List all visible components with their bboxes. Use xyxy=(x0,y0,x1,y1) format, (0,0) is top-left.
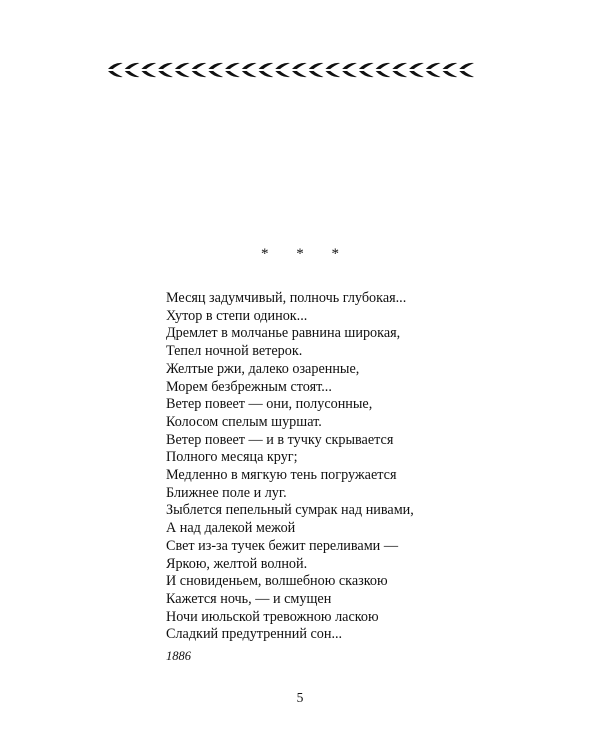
chevron-icon xyxy=(459,63,474,77)
chevron-icon xyxy=(192,63,207,77)
poem-line: Ближнее поле и луг. xyxy=(166,484,287,501)
chevron-icon xyxy=(259,63,274,77)
poem-line: Дремлет в молчанье равнина широкая, xyxy=(166,325,401,342)
chevron-icon xyxy=(325,63,340,77)
poem-line: А над далекой межой xyxy=(166,520,296,537)
poem xyxy=(166,290,414,644)
poem-line: Свет из-за тучек бежит переливами — xyxy=(166,537,399,554)
poem-line: Ветер повеет — они, полусонные, xyxy=(166,396,373,413)
chevron-icon xyxy=(309,63,324,77)
chevron-icon xyxy=(392,63,407,77)
chevron-icon xyxy=(158,63,173,77)
poem-line: Хутор в степи одинок... xyxy=(166,307,308,324)
poem-line: Тепел ночной ветерок. xyxy=(166,343,303,360)
poem-line: Кажется ночь, — и смущен xyxy=(166,590,332,607)
poem-line: Месяц задумчивый, полночь глубокая... xyxy=(166,290,407,306)
poem-line: Колосом спелым шуршат. xyxy=(166,413,322,430)
poem-line: Ночи июльской тревожною ласкою xyxy=(166,608,379,625)
poem-line: Зыблется пепельный сумрак над нивами, xyxy=(166,502,414,519)
chevron-garland-icon xyxy=(107,60,475,80)
chevron-icon xyxy=(292,63,307,77)
page-number: 5 xyxy=(296,690,304,705)
poem-line: И сновиденьем, волшебною сказкою xyxy=(166,573,388,590)
chevron-icon xyxy=(275,63,290,77)
poem-line: Сладкий предутренний сон... xyxy=(166,626,343,643)
chevron-icon xyxy=(125,63,140,77)
poem-line: Полного месяца круг; xyxy=(166,449,298,466)
chevron-icon xyxy=(225,63,240,77)
chevron-icon xyxy=(141,63,156,77)
chevron-icon xyxy=(426,63,441,77)
poem-line: Медленно в мягкую тень погружается xyxy=(166,467,397,484)
chevron-icon xyxy=(242,63,257,77)
chevron-icon xyxy=(409,63,424,77)
chevron-icon xyxy=(342,63,357,77)
chevron-icon xyxy=(175,63,190,77)
chevron-icon xyxy=(359,63,374,77)
chevron-icon xyxy=(108,63,123,77)
section-separator: * * * xyxy=(261,246,351,262)
poem-line: Яркою, желтой волной. xyxy=(166,555,308,572)
poem-line: Морем безбрежным стоят... xyxy=(166,378,332,395)
poem-date: 1886 xyxy=(166,649,191,663)
poem-line: Желтые ржи, далеко озаренные, xyxy=(166,360,360,377)
poem-line: Ветер повеет — и в тучку скрывается xyxy=(166,431,394,448)
chevron-icon xyxy=(443,63,458,77)
chevron-icon xyxy=(208,63,223,77)
chevron-icon xyxy=(376,63,391,77)
